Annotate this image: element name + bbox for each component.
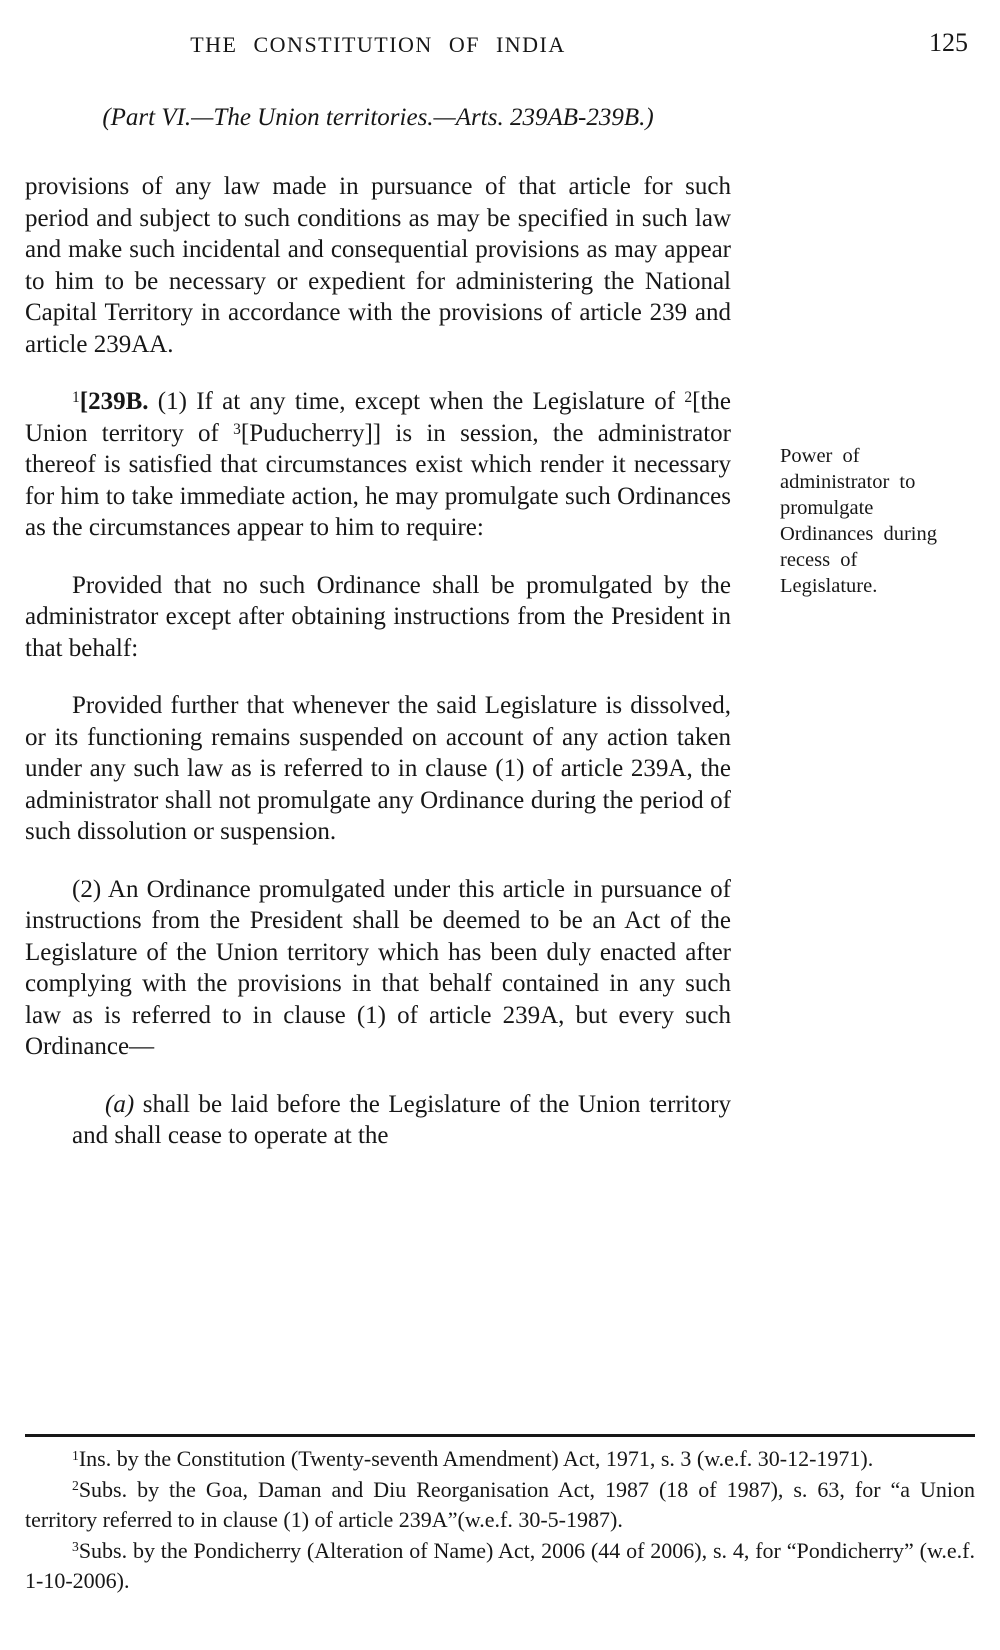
article-239b-text-3: [Puducherry]] is in session, the administrator thereof is satisfied that circumstances exist which render it necessary for him to take immediate action, he may promulgate such Ordinances as the circumstances appear to him to require: [25, 419, 732, 541]
footnote-text-3: Subs. by the Pondicherry (Alteration of Name) Act, 2006 (44 of 2006), s. 4, for “Pondicherry” (w.e.f. 1-10-2006). [25, 1537, 975, 1593]
footnote-text-1: Ins. by the Constitution (Twenty-seventh Amendment) Act, 1971, s. 3 (w.e.f. 30-12-1971). [78, 1446, 874, 1471]
footnote-ref-3: 3 [233, 420, 241, 438]
margin-note-line: Ordinances during [780, 523, 937, 545]
footnote-marker-2: 2 [72, 1478, 79, 1494]
clause-a-marker: (a) [105, 1090, 135, 1118]
footnote-item [25, 1536, 975, 1597]
page-number: 125 [929, 28, 968, 57]
footnote-item [25, 1444, 975, 1475]
page-title: THE CONSTITUTION OF INDIA [190, 32, 566, 57]
footnote-item [25, 1475, 975, 1536]
margin-note [780, 443, 992, 599]
section-subtitle: (Part VI.—The Union territories.—Arts. 239AB-239B.) [102, 104, 654, 131]
margin-note-line: promulgate [780, 497, 874, 519]
paragraph-clause-2: (2) An Ordinance promulgated under this article in pursuance of instructions from the President shall be deemed to be an Act of the Legislature of the Union territory which has been duly enacted after complying with the provisions in that behalf contained in any such law as is referred to in clause (1) of article 239A, but every such Ordinance— [25, 875, 731, 1060]
article-number-bold: [239B. [79, 388, 149, 415]
margin-note-line: administrator to [780, 471, 916, 493]
paragraph-proviso-1: Provided that no such Ordinance shall be promulgated by the administrator except after obtaining instructions from the President in that behalf: [25, 571, 731, 662]
margin-note-line: Power of [780, 445, 860, 467]
paragraph-article-239b [25, 386, 731, 544]
footnote-text-2: Subs. by the Goa, Daman and Diu Reorganisation Act, 1987 (18 of 1987), s. 63, for “a Union territory referred to in clause (1) of article 239A”(w.e.f. 30-5-1987). [25, 1476, 975, 1532]
footnote-marker-1: 1 [72, 1447, 79, 1463]
paragraph-clause-a [25, 1089, 731, 1152]
margin-note-line: recess of [780, 549, 858, 571]
footnote-ref-2: 2 [684, 389, 693, 407]
footnote-ref-1: 1 [72, 389, 80, 407]
footnote-marker-3: 3 [72, 1539, 79, 1555]
article-239b-text-2: [the Union territory of [25, 388, 731, 447]
clause-a-text: shall be laid before the Legislature of the Union territory and shall cease to operate at the [72, 1090, 731, 1149]
paragraph-continuation: provisions of any law made in pursuance of that article for such period and subject to such conditions as may be specified in such law and make such incidental and consequential provisions as may appear to him to be necessary or expedient for administering the National Capital Territory in accordance with the provisions of article 239 and article 239AA. [25, 173, 731, 358]
margin-note-line: Legislature. [780, 575, 878, 597]
footnote-divider [25, 1434, 975, 1437]
paragraph-proviso-2: Provided further that whenever the said Legislature is dissolved, or its functioning remains suspended on account of any action taken under any such law as is referred to in clause (1) of article 239A, the administrator shall not promulgate any Ordinance during the period of such dissolution or suspension. [25, 692, 731, 845]
article-body [25, 140, 731, 1152]
article-239b-text-1: (1) If at any time, except when the Legislature of [148, 388, 685, 415]
page-header [25, 32, 731, 58]
footnotes-section [25, 1444, 975, 1597]
